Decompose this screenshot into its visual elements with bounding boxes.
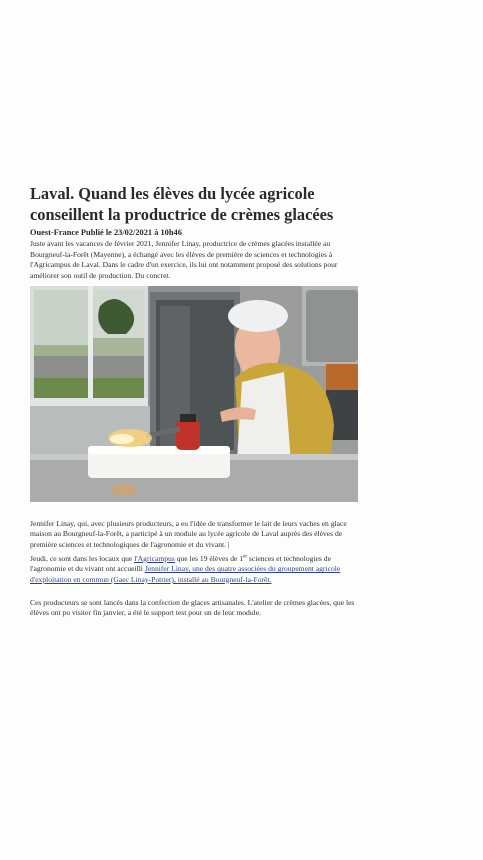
paragraph-2-text-a: Jeudi, ce sont dans les locaux que	[30, 554, 135, 563]
paragraph-2-text-b: que les 19 élèves de 1	[174, 554, 244, 563]
agricampus-link[interactable]: l'Agricampus	[134, 554, 175, 563]
paragraph-2	[30, 554, 360, 585]
paragraph-1: Jennifer Linay, qui, avec plusieurs producteurs, a eu l'idée de transformer le lait de leurs vaches en glace maison au Bourgneuf-la-Forêt, a participé à un module au lycée agricole de Laval auprès des élèves de première sciences et technologiques de l'agronomie et du vivant. |	[30, 519, 347, 549]
article-title: Laval. Quand les élèves du lycée agricole conseillent la productrice de crèmes glacées	[30, 184, 334, 224]
article-photo	[30, 286, 358, 502]
article-lede: Juste avant les vacances de février 2021, Jennifer Linay, productrice de crèmes glacées installée au Bourgneuf-la-Forêt (Mayenne), a échangé avec les élèves de première de sciences et technologies à l'Agricampus de Laval. Dans le cadre d'un exercice, ils lui ont notamment proposé des solutions pour améliorer son outil de production. Du concret.	[30, 239, 338, 280]
paragraph-2-text-c: sciences et technologies de l'agronomie et du vivant ont accueilli	[30, 554, 331, 574]
article-byline: Ouest-France Publié le 23/02/2021 à 10h46	[30, 228, 182, 237]
superscript-er: er	[243, 554, 248, 560]
photo-illustration	[30, 286, 358, 502]
paragraph-3: Ces producteurs se sont lancés dans la confection de glaces artisanales. L'atelier de crèmes glacées, que les élèves ont pu visiter fin janvier, a été le support test pour un de leur module.	[30, 598, 355, 618]
jennifer-linay-link[interactable]: Jennifer Linay, une des quatre associées du groupement agricole d'exploitation en commun (Gaec Linay-Pottier), installé au Bourgneuf-la-Forêt.	[30, 564, 341, 584]
